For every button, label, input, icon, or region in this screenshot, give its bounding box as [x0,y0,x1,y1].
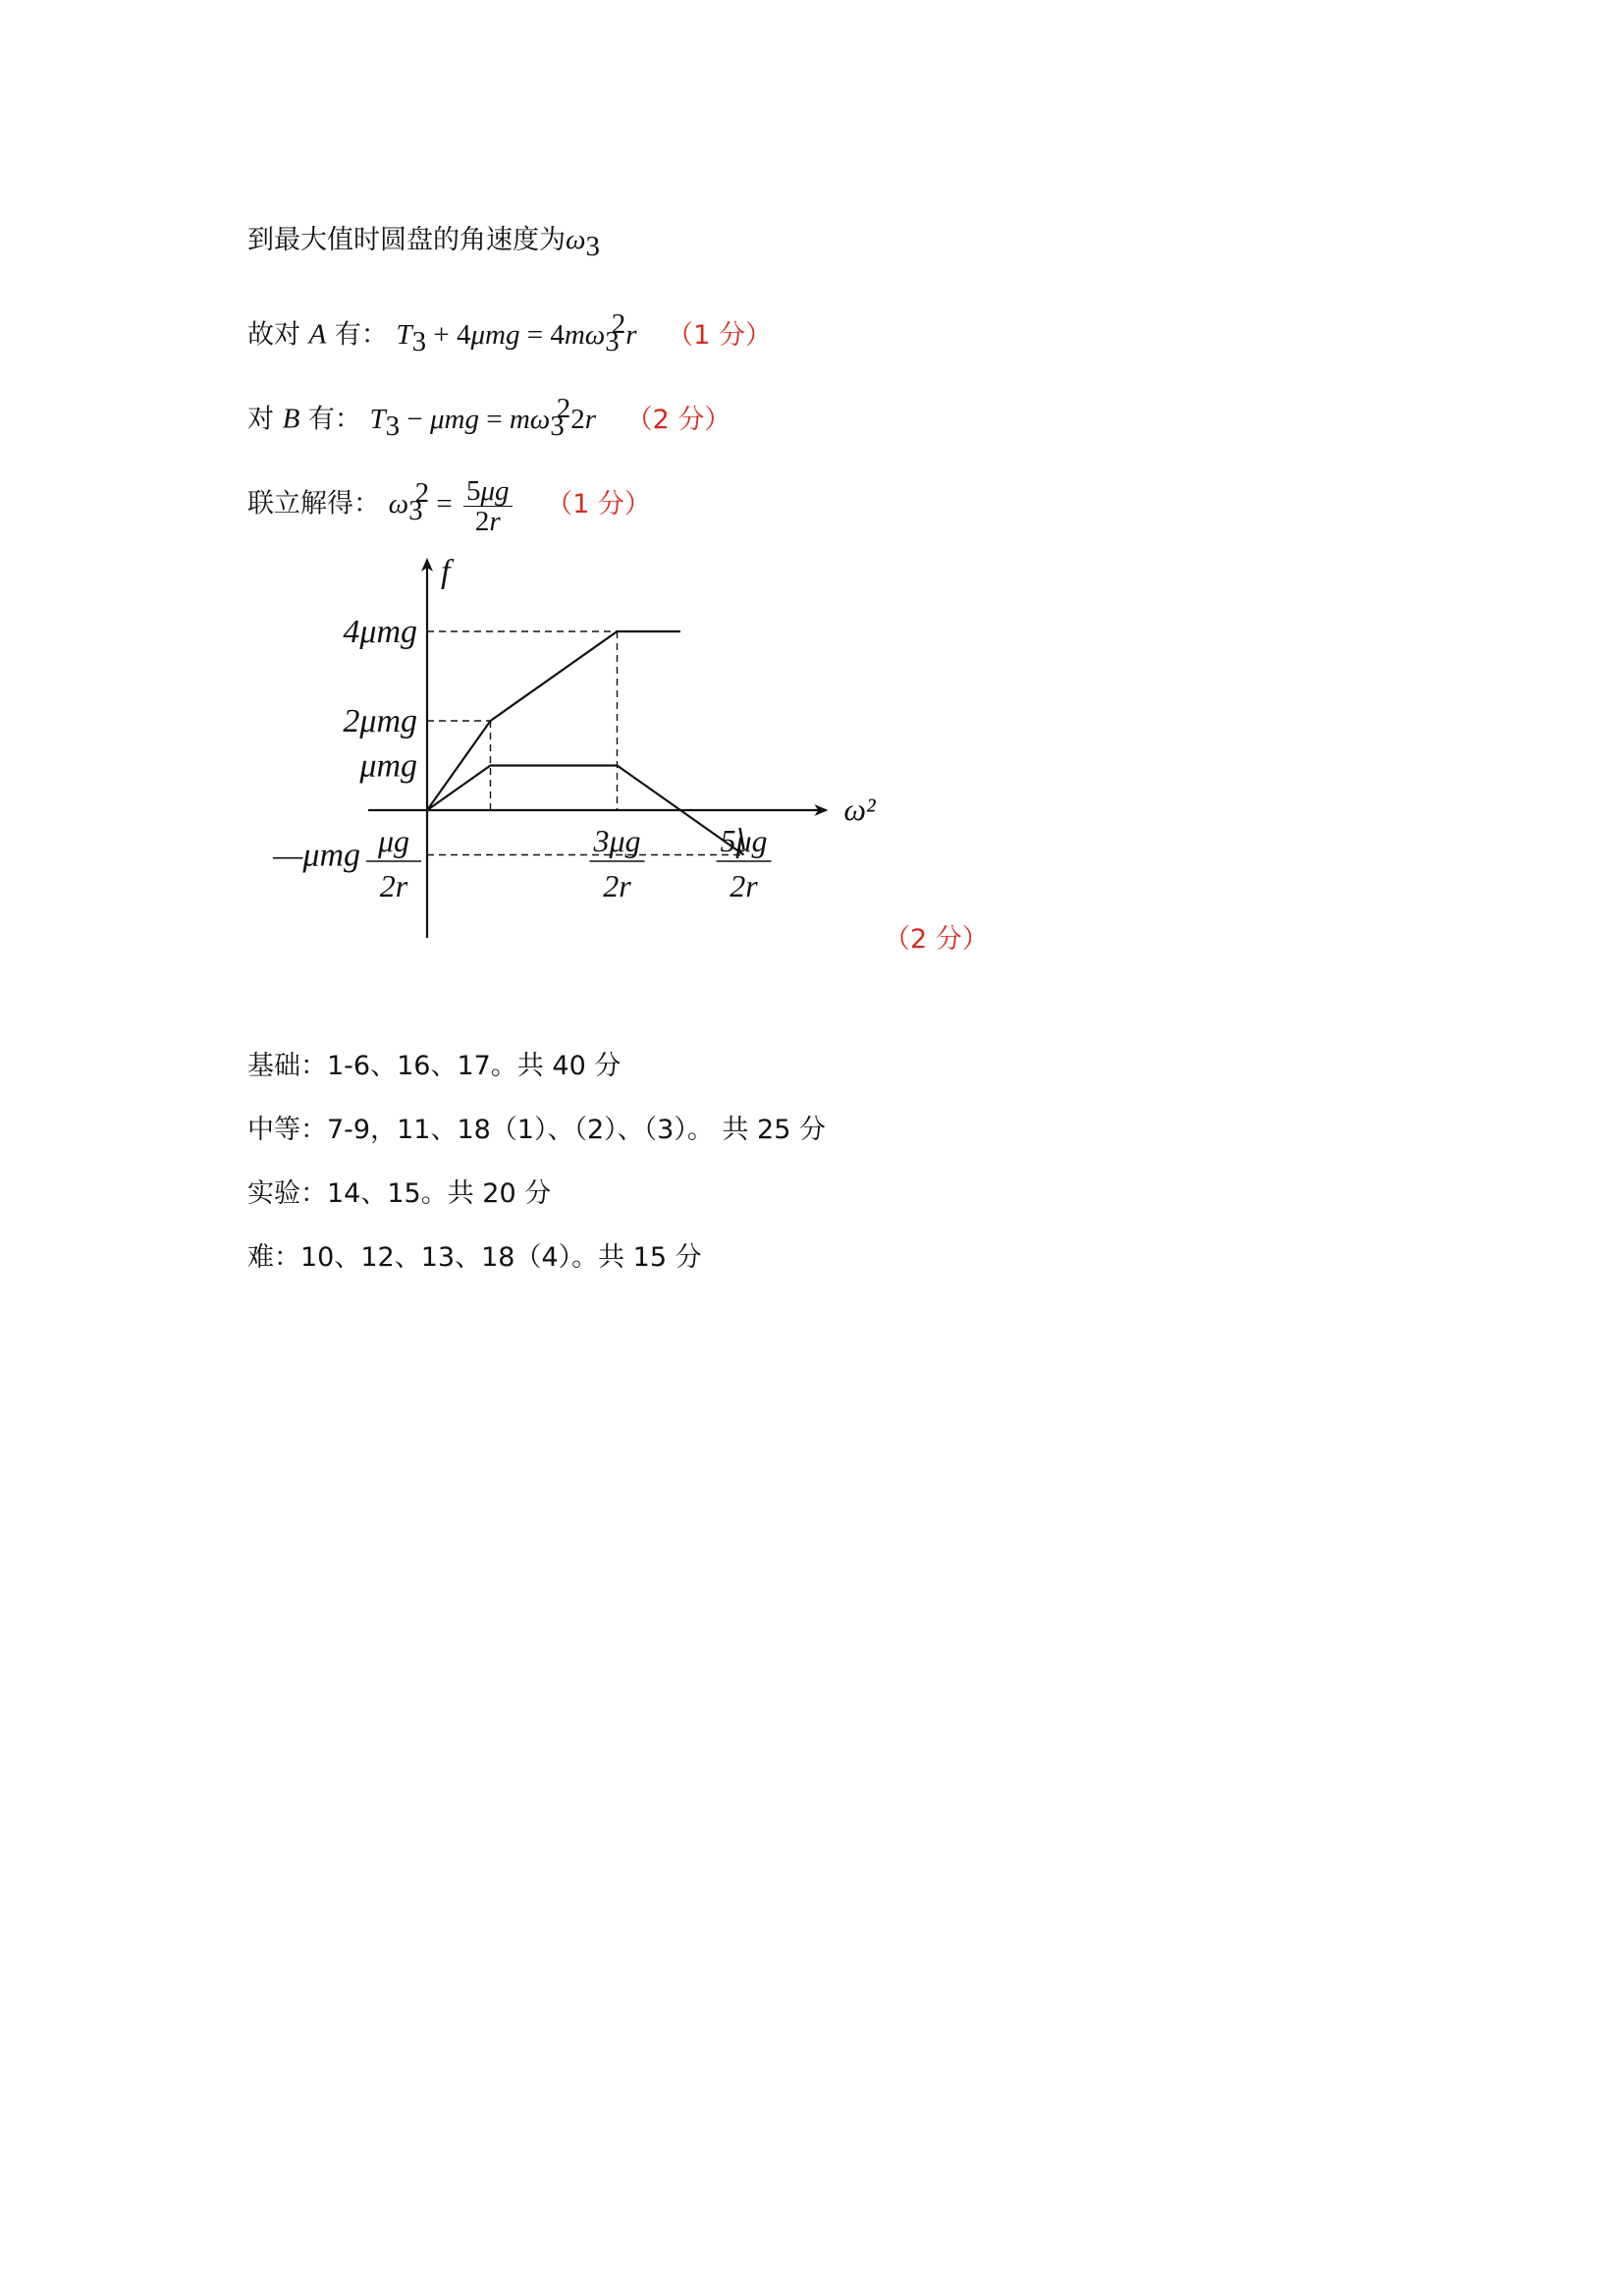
y-axis-label: f [441,554,451,590]
stat-basic: 基础：1-6、16、17。共 40 分 [247,1051,622,1081]
y-tick-label-3: —μmg [273,837,360,874]
score-b: （2 分） [625,404,731,435]
score-solution: （1 分） [546,488,651,519]
stat-medium: 中等：7-9，11、18（1）、（2）、（3）。 共 25 分 [247,1115,826,1145]
y-tick-label-1: 2μmg [343,703,417,739]
y-tick-label-2: μmg [359,747,417,785]
chart-series [427,631,744,855]
x-tick-numerator-2: 5μg [720,823,768,858]
var-b: B [282,403,300,435]
line-3-prefix: 对 [247,404,283,435]
equation-line-a [247,304,772,360]
x-tick-label-0 [366,823,421,903]
x-axis-label: ω² [843,792,876,827]
equation-solution: $\omega_3^2$ = $\frac{5\mu g}{2r}$ [389,488,516,519]
x-tick-label-1 [590,823,645,903]
line-4-prefix: 联立解得： [247,488,380,519]
x-tick-denominator-2: 2r [730,868,758,903]
x-tick-numerator-0: μg [377,823,410,858]
omega3-symbol: $\omega_3$ [566,224,600,262]
friction-omega-chart [236,550,982,962]
var-a: A [308,318,327,351]
score-chart: （2 分） [884,924,989,955]
chart-labels [272,554,877,903]
stat-experiment: 实验：14、15。共 20 分 [247,1178,552,1209]
equation-b: $T_3 - \mu mg = m\omega_3^22r$ [369,393,597,442]
x-tick-denominator-1: 2r [603,868,631,903]
text-line-1 [247,220,600,266]
line-3-mid: 有： [299,404,361,435]
line-1-text: 到最大值时圆盘的角速度为 [247,225,566,255]
y-tick-label-0: 4μmg [343,614,417,650]
line-2-mid: 有： [326,319,388,351]
x-tick-label-2 [717,823,772,903]
score-a: （1 分） [667,319,772,351]
equation-line-b [247,389,730,445]
stat-hard: 难：10、12、13、18（4）。共 15 分 [247,1242,702,1273]
fraction-5mug-2r: $\frac{5\mu g}{2r}$ [463,476,513,536]
x-tick-denominator-0: 2r [379,868,408,903]
line-2-prefix: 故对 [247,319,309,351]
x-tick-numerator-1: 3μg [593,823,641,858]
equation-line-solution [247,458,651,545]
equation-a: $T_3 + 4\mu mg = 4m\omega_3^2r$ [396,308,637,357]
